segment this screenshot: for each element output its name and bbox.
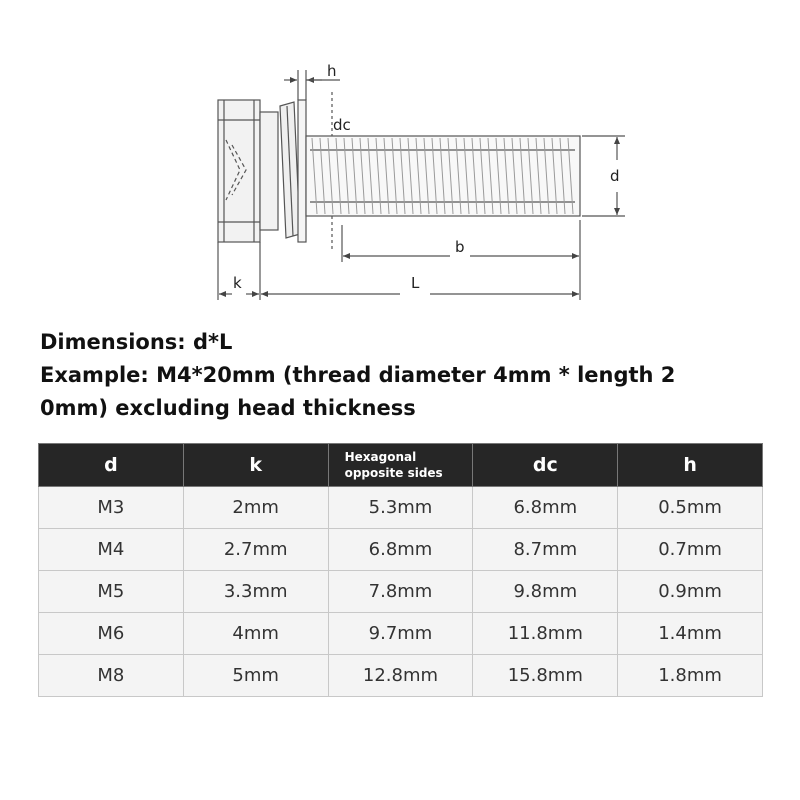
header-d: d bbox=[39, 444, 184, 487]
cell-hex: 6.8mm bbox=[328, 529, 473, 571]
cell-dc: 15.8mm bbox=[473, 655, 618, 697]
cell-h: 1.4mm bbox=[618, 613, 763, 655]
label-k: k bbox=[233, 274, 242, 292]
screw-dimension-drawing bbox=[0, 0, 800, 320]
cell-hex: 12.8mm bbox=[328, 655, 473, 697]
cell-k: 3.3mm bbox=[183, 571, 328, 613]
dimension-table bbox=[38, 443, 763, 697]
cell-dc: 6.8mm bbox=[473, 487, 618, 529]
cell-d: M3 bbox=[39, 487, 184, 529]
cell-k: 5mm bbox=[183, 655, 328, 697]
table-row bbox=[39, 655, 763, 697]
cell-hex: 9.7mm bbox=[328, 613, 473, 655]
cell-h: 0.5mm bbox=[618, 487, 763, 529]
table-header-row bbox=[39, 444, 763, 487]
header-hex-line1: Hexagonal bbox=[344, 450, 417, 464]
cell-h: 0.9mm bbox=[618, 571, 763, 613]
cell-dc: 8.7mm bbox=[473, 529, 618, 571]
label-L: L bbox=[411, 274, 420, 292]
label-dc: dc bbox=[333, 116, 351, 134]
cell-d: M6 bbox=[39, 613, 184, 655]
cell-k: 2.7mm bbox=[183, 529, 328, 571]
header-hex-line2: opposite sides bbox=[344, 466, 443, 480]
washer-seat bbox=[260, 112, 278, 230]
description bbox=[40, 326, 780, 425]
cell-hex: 5.3mm bbox=[328, 487, 473, 529]
table-row bbox=[39, 613, 763, 655]
cell-k: 4mm bbox=[183, 613, 328, 655]
cell-hex: 7.8mm bbox=[328, 571, 473, 613]
cell-h: 1.8mm bbox=[618, 655, 763, 697]
table-row bbox=[39, 571, 763, 613]
label-b: b bbox=[455, 238, 465, 256]
table-row bbox=[39, 529, 763, 571]
cell-d: M5 bbox=[39, 571, 184, 613]
example-line-2: 0mm) excluding head thickness bbox=[40, 396, 416, 420]
header-dc: dc bbox=[473, 444, 618, 487]
header-h: h bbox=[618, 444, 763, 487]
cell-k: 2mm bbox=[183, 487, 328, 529]
header-hexagonal-opposite-sides bbox=[328, 444, 473, 487]
example-line-1: Example: M4*20mm (thread diameter 4mm * length 2 bbox=[40, 363, 676, 387]
dimensions-line: Dimensions: d*L bbox=[40, 330, 233, 354]
header-k: k bbox=[183, 444, 328, 487]
cell-d: M4 bbox=[39, 529, 184, 571]
table-row bbox=[39, 487, 763, 529]
label-h: h bbox=[327, 62, 337, 80]
cell-dc: 9.8mm bbox=[473, 571, 618, 613]
cell-d: M8 bbox=[39, 655, 184, 697]
cell-dc: 11.8mm bbox=[473, 613, 618, 655]
cell-h: 0.7mm bbox=[618, 529, 763, 571]
label-d: d bbox=[610, 167, 620, 185]
flat-washer bbox=[298, 100, 306, 242]
